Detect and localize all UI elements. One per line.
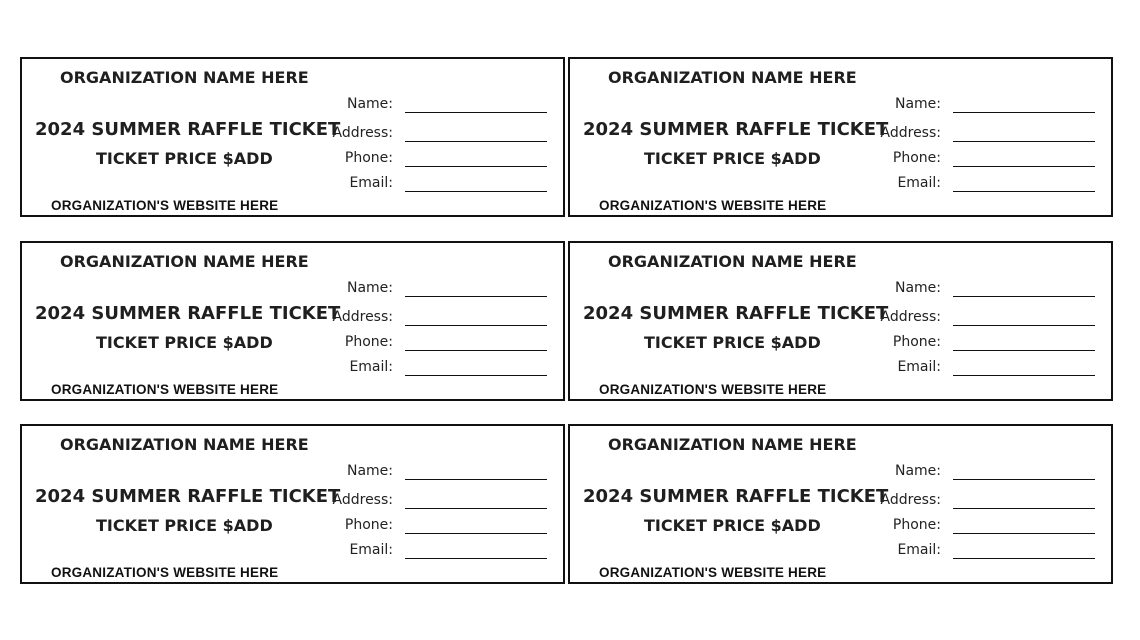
name-field-line <box>953 479 1095 480</box>
address-label: Address: <box>332 125 393 141</box>
address-label: Address: <box>880 309 941 325</box>
phone-label: Phone: <box>344 517 393 533</box>
organization-name: ORGANIZATION NAME HERE <box>60 252 309 271</box>
organization-website: ORGANIZATION'S WEBSITE HERE <box>599 198 827 213</box>
name-label: Name: <box>894 280 941 296</box>
raffle-title: 2024 SUMMER RAFFLE TICKET <box>35 119 341 140</box>
phone-label: Phone: <box>892 517 941 533</box>
phone-field-line <box>953 533 1095 534</box>
address-label: Address: <box>880 492 941 508</box>
address-field-line <box>953 325 1095 326</box>
address-field-line <box>953 141 1095 142</box>
name-field-line <box>953 296 1095 297</box>
organization-website: ORGANIZATION'S WEBSITE HERE <box>51 198 279 213</box>
name-field-line <box>953 112 1095 113</box>
ticket-price: TICKET PRICE $ADD <box>96 516 273 535</box>
name-label: Name: <box>346 96 393 112</box>
raffle-title: 2024 SUMMER RAFFLE TICKET <box>583 303 889 324</box>
email-field-line <box>405 558 547 559</box>
phone-label: Phone: <box>892 150 941 166</box>
phone-label: Phone: <box>344 334 393 350</box>
raffle-ticket-4 <box>568 241 1113 401</box>
organization-website: ORGANIZATION'S WEBSITE HERE <box>51 382 279 397</box>
address-label: Address: <box>332 492 393 508</box>
raffle-title: 2024 SUMMER RAFFLE TICKET <box>35 486 341 507</box>
organization-website: ORGANIZATION'S WEBSITE HERE <box>599 382 827 397</box>
organization-name: ORGANIZATION NAME HERE <box>608 435 857 454</box>
phone-label: Phone: <box>892 334 941 350</box>
raffle-ticket-5 <box>20 424 565 584</box>
raffle-ticket-2 <box>568 57 1113 217</box>
email-label: Email: <box>349 175 393 191</box>
address-field-line <box>405 508 547 509</box>
email-field-line <box>953 375 1095 376</box>
email-label: Email: <box>349 542 393 558</box>
name-label: Name: <box>346 463 393 479</box>
address-label: Address: <box>880 125 941 141</box>
name-field-line <box>405 479 547 480</box>
organization-website: ORGANIZATION'S WEBSITE HERE <box>599 565 827 580</box>
name-field-line <box>405 112 547 113</box>
email-field-line <box>405 191 547 192</box>
name-label: Name: <box>346 280 393 296</box>
raffle-ticket-1 <box>20 57 565 217</box>
ticket-price: TICKET PRICE $ADD <box>644 516 821 535</box>
email-label: Email: <box>897 542 941 558</box>
name-label: Name: <box>894 96 941 112</box>
raffle-ticket-3 <box>20 241 565 401</box>
phone-field-line <box>405 350 547 351</box>
organization-name: ORGANIZATION NAME HERE <box>608 252 857 271</box>
email-field-line <box>953 558 1095 559</box>
organization-name: ORGANIZATION NAME HERE <box>60 68 309 87</box>
phone-label: Phone: <box>344 150 393 166</box>
phone-field-line <box>953 166 1095 167</box>
email-field-line <box>405 375 547 376</box>
address-field-line <box>405 141 547 142</box>
phone-field-line <box>405 533 547 534</box>
phone-field-line <box>953 350 1095 351</box>
ticket-price: TICKET PRICE $ADD <box>96 333 273 352</box>
raffle-title: 2024 SUMMER RAFFLE TICKET <box>35 303 341 324</box>
ticket-price: TICKET PRICE $ADD <box>96 149 273 168</box>
email-label: Email: <box>897 359 941 375</box>
name-field-line <box>405 296 547 297</box>
phone-field-line <box>405 166 547 167</box>
raffle-title: 2024 SUMMER RAFFLE TICKET <box>583 486 889 507</box>
address-label: Address: <box>332 309 393 325</box>
email-label: Email: <box>897 175 941 191</box>
ticket-price: TICKET PRICE $ADD <box>644 149 821 168</box>
email-field-line <box>953 191 1095 192</box>
address-field-line <box>405 325 547 326</box>
organization-website: ORGANIZATION'S WEBSITE HERE <box>51 565 279 580</box>
raffle-title: 2024 SUMMER RAFFLE TICKET <box>583 119 889 140</box>
name-label: Name: <box>894 463 941 479</box>
address-field-line <box>953 508 1095 509</box>
email-label: Email: <box>349 359 393 375</box>
organization-name: ORGANIZATION NAME HERE <box>60 435 309 454</box>
organization-name: ORGANIZATION NAME HERE <box>608 68 857 87</box>
raffle-ticket-6 <box>568 424 1113 584</box>
ticket-price: TICKET PRICE $ADD <box>644 333 821 352</box>
